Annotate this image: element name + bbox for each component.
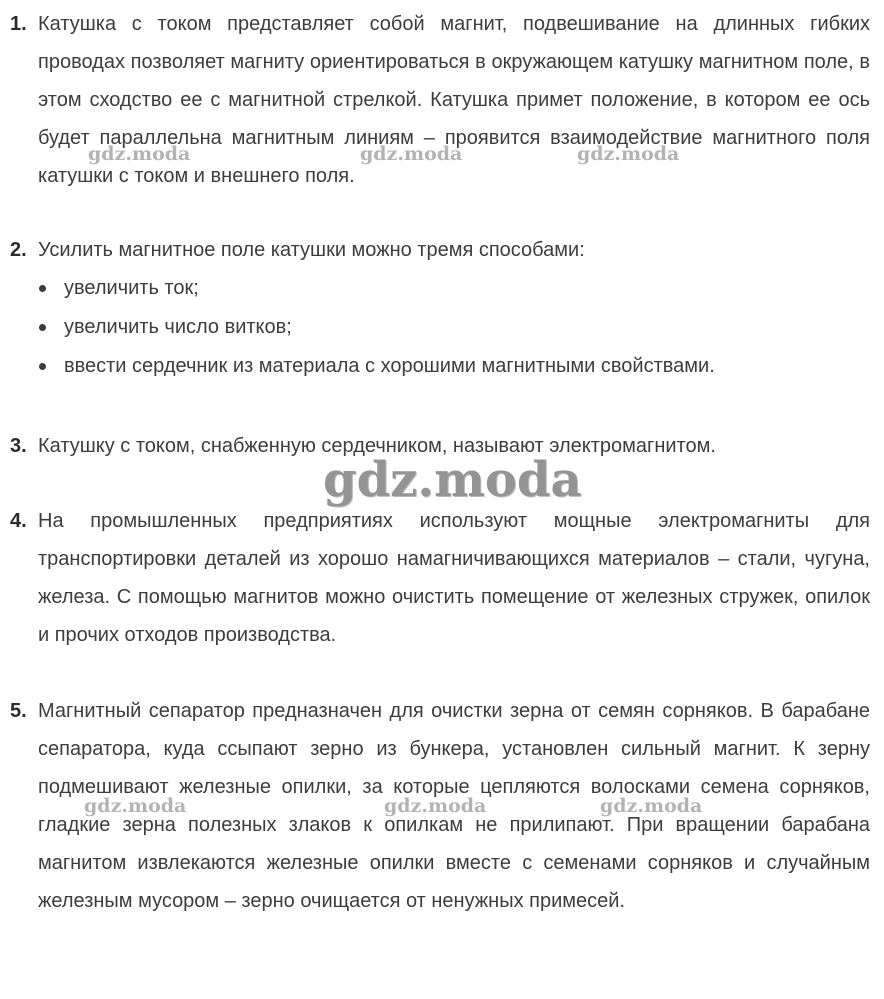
answer-item-2 (10, 231, 870, 386)
bullet-text: увеличить число витков; (64, 316, 292, 338)
item-text: Магнитный сепаратор предназначен для очистки зерна от семян сорняков. В барабане сепаратора, куда ссыпают зерно из бункера, установлен сильный магнит. К зерну подмешивают железные опилки, за которые цепляются волосками семена сорняков, гладкие зерна полезных злаков к опилкам не прилипают. При вращении барабана магнитом извлекаются железные опилки вместе с семенами сорняков и случайным железным мусором – зерно очищается от ненужных примесей. (38, 700, 870, 912)
watermark: gdz.moda (577, 143, 680, 165)
watermark: gdz.moda (384, 795, 487, 817)
item-number: 4. (10, 510, 27, 532)
watermark: gdz.moda (360, 143, 463, 165)
watermark: gdz.moda (84, 795, 187, 817)
watermark: gdz.moda (88, 143, 191, 165)
list-item (38, 269, 870, 308)
item-text: Усилить магнитное поле катушки можно тремя способами: (38, 239, 585, 261)
bullet-icon (39, 324, 46, 331)
item-number: 2. (10, 239, 27, 261)
list-item (38, 347, 870, 386)
item-number: 1. (10, 13, 27, 35)
watermark: gdz.moda (600, 795, 703, 817)
bullet-text: увеличить ток; (64, 277, 199, 299)
bullet-text: ввести сердечник из материала с хорошими магнитными свойствами. (64, 355, 715, 377)
answer-item-4 (10, 502, 870, 654)
item-text: Катушку с током, снабженную сердечником, называют электромагнитом. (38, 435, 716, 457)
list-item (38, 308, 870, 347)
bullet-list (38, 269, 870, 386)
item-number: 5. (10, 700, 27, 722)
watermark-large: gdz.moda (323, 452, 582, 508)
answer-item-1 (10, 5, 870, 195)
item-number: 3. (10, 435, 27, 457)
item-text: На промышленных предприятиях используют мощные электромагниты для транспортировки деталей из хорошо намагничивающихся материалов – стали, чугуна, железа. С помощью магнитов можно очистить помещение от железных стружек, опилок и прочих отходов производства. (38, 510, 870, 646)
bullet-icon (39, 285, 46, 292)
item-text: Катушка с током представляет собой магнит, подвешивание на длинных гибких проводах позволяет магниту ориентироваться в окружающем катушку магнитном поле, в этом сходство ее с магнитной стрелкой. Катушка примет положение, в котором ее ось будет параллельна магнитным линиям – проявится взаимодействие магнитного поля катушки с током и внешнего поля. (38, 13, 870, 187)
bullet-icon (39, 363, 46, 370)
